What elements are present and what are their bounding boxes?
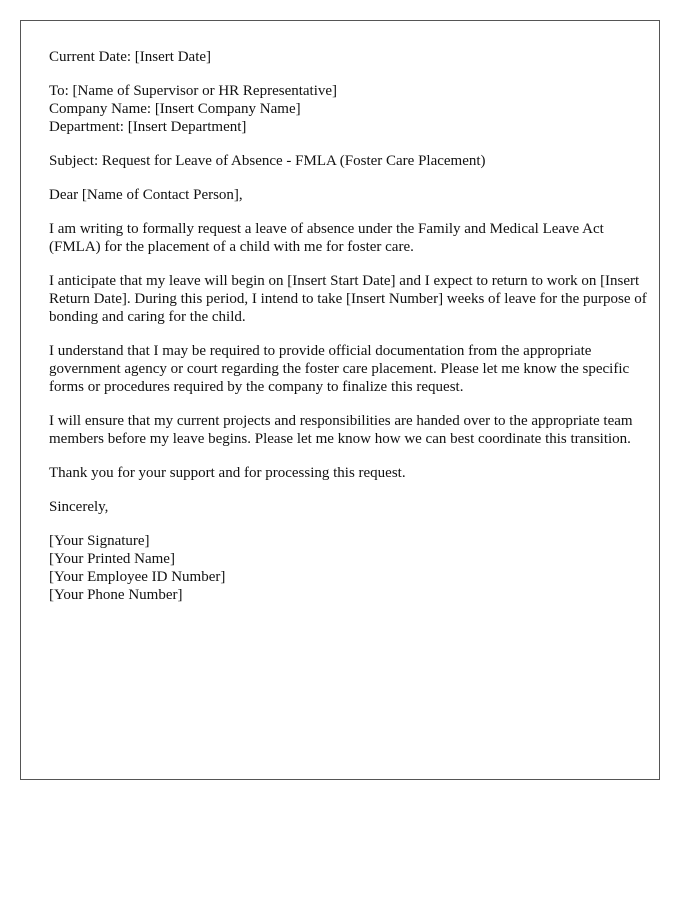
signature-placeholder: [Your Signature]	[49, 533, 150, 549]
recipient-to: To: [Name of Supervisor or HR Representative]	[49, 83, 338, 99]
salutation: Dear [Name of Contact Person],	[49, 187, 243, 203]
body-paragraph-documentation: I understand that I may be required to provide official documentation from the appropriate government agency or court regarding the foster care placement. Please let me know the specific forms or procedures required by the company to finalize this request.	[49, 343, 630, 395]
body-paragraph-handover: I will ensure that my current projects and responsibilities are handed over to the appropriate team members before my leave begins. Please let me know how we can best coordinate this transition.	[49, 413, 633, 447]
letter-body	[49, 48, 649, 620]
recipient-department: Department: [Insert Department]	[49, 119, 247, 135]
body-paragraph-intro: I am writing to formally request a leave of absence under the Family and Medical Leave Act (FMLA) for the placement of a child with me for foster care.	[49, 221, 604, 255]
recipient-block	[49, 82, 649, 136]
recipient-company: Company Name: [Insert Company Name]	[49, 101, 301, 117]
body-paragraph-dates: I anticipate that my leave will begin on [Insert Start Date] and I expect to return to work on [Insert Return Date]. During this period, I intend to take [Insert Number] weeks of leave for the purpose of bonding and caring for the child.	[49, 273, 647, 325]
printed-name-placeholder: [Your Printed Name]	[49, 551, 175, 567]
subject-line: Subject: Request for Leave of Absence - FMLA (Foster Care Placement)	[49, 153, 486, 169]
current-date: Current Date: [Insert Date]	[49, 49, 212, 65]
body-paragraph-thanks: Thank you for your support and for processing this request.	[49, 465, 406, 481]
signature-block	[49, 532, 649, 604]
employee-id-placeholder: [Your Employee ID Number]	[49, 569, 226, 585]
closing: Sincerely,	[49, 499, 109, 515]
letter-page	[20, 20, 660, 780]
phone-placeholder: [Your Phone Number]	[49, 587, 183, 603]
